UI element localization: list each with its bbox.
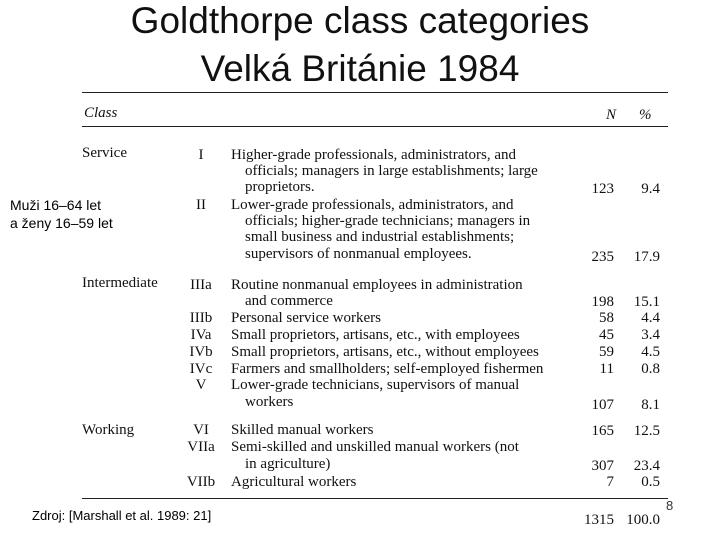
page-number: 8 — [666, 498, 674, 513]
source-citation: Zdroj: [Marshall et al. 1989: 21] — [32, 508, 212, 523]
header-class: Class — [84, 105, 118, 121]
row-desc: Personal service workers — [231, 310, 381, 326]
slide-title-line1: Goldthorpe class categories — [130, 0, 590, 41]
row-code: IIIa — [190, 277, 212, 293]
table-bottom-rule — [82, 498, 668, 499]
row-desc: in agriculture) — [245, 456, 331, 472]
header-percent: % — [639, 107, 652, 123]
row-percent: 3.4 — [641, 327, 660, 343]
row-n: 7 — [606, 474, 614, 490]
population-note-line2: a ženy 16–59 let — [10, 215, 113, 231]
row-percent: 0.5 — [641, 474, 660, 490]
row-percent: 4.5 — [641, 344, 660, 360]
row-desc: workers — [245, 394, 294, 410]
group-service: Service — [82, 145, 127, 161]
row-code: IVb — [189, 344, 213, 360]
row-n: 198 — [591, 294, 614, 310]
total-n: 1315 — [584, 512, 614, 528]
population-note — [8, 196, 115, 232]
group-intermediate: Intermediate — [82, 275, 158, 291]
row-code: I — [198, 147, 204, 163]
total-percent: 100.0 — [626, 512, 660, 528]
row-code: IVa — [190, 327, 212, 343]
row-n: 59 — [599, 344, 614, 360]
row-desc: proprietors. — [245, 179, 315, 195]
row-n: 45 — [599, 327, 614, 343]
row-desc: Skilled manual workers — [231, 422, 374, 438]
row-code: IIIb — [189, 310, 213, 326]
row-code: IVc — [189, 361, 213, 377]
row-desc: Lower-grade professionals, administrators, and — [231, 197, 514, 213]
row-percent: 8.1 — [641, 397, 660, 413]
table-top-rule — [82, 92, 668, 93]
row-desc: Routine nonmanual employees in administration — [231, 277, 523, 293]
row-n: 235 — [591, 249, 614, 265]
row-desc: and commerce — [245, 293, 333, 309]
row-percent: 23.4 — [633, 458, 660, 474]
row-code: VIIb — [186, 474, 216, 490]
row-percent: 12.5 — [633, 423, 660, 439]
row-percent: 4.4 — [641, 310, 660, 326]
row-desc: Semi-skilled and unskilled manual workers (not — [231, 439, 519, 455]
row-n: 11 — [599, 361, 614, 377]
row-desc: officials; higher-grade technicians; managers in — [245, 213, 531, 229]
row-percent: 9.4 — [641, 181, 660, 197]
population-note-line1: Muži 16–64 let — [10, 197, 102, 213]
row-desc: Small proprietors, artisans, etc., with employees — [231, 327, 520, 343]
row-desc: Farmers and smallholders; self-employed fishermen — [231, 361, 544, 377]
group-working: Working — [82, 422, 135, 438]
row-n: 58 — [599, 310, 614, 326]
row-percent: 0.8 — [641, 361, 660, 377]
row-desc: Higher-grade professionals, administrators, and — [231, 147, 517, 163]
row-desc: Small proprietors, artisans, etc., without employees — [231, 344, 539, 360]
row-code: V — [195, 377, 207, 393]
row-n: 307 — [591, 458, 614, 474]
row-percent: 17.9 — [633, 249, 660, 265]
row-code: II — [196, 197, 206, 213]
row-n: 107 — [591, 397, 614, 413]
class-table — [82, 92, 672, 540]
row-desc: Agricultural workers — [231, 474, 357, 490]
row-percent: 15.1 — [633, 294, 660, 310]
table-header-rule — [82, 126, 668, 127]
row-code: VI — [193, 422, 209, 438]
slide-title-line2: Velká Británie 1984 — [200, 48, 520, 89]
row-desc: officials; managers in large establishments; large — [245, 163, 538, 179]
row-desc: supervisors of nonmanual employees. — [245, 246, 472, 262]
row-desc: Lower-grade technicians, supervisors of manual — [231, 377, 520, 393]
row-n: 165 — [591, 423, 614, 439]
row-n: 123 — [591, 181, 614, 197]
row-code: VIIa — [187, 439, 215, 455]
row-desc: small business and industrial establishments; — [245, 229, 515, 245]
header-n: N — [606, 107, 617, 123]
